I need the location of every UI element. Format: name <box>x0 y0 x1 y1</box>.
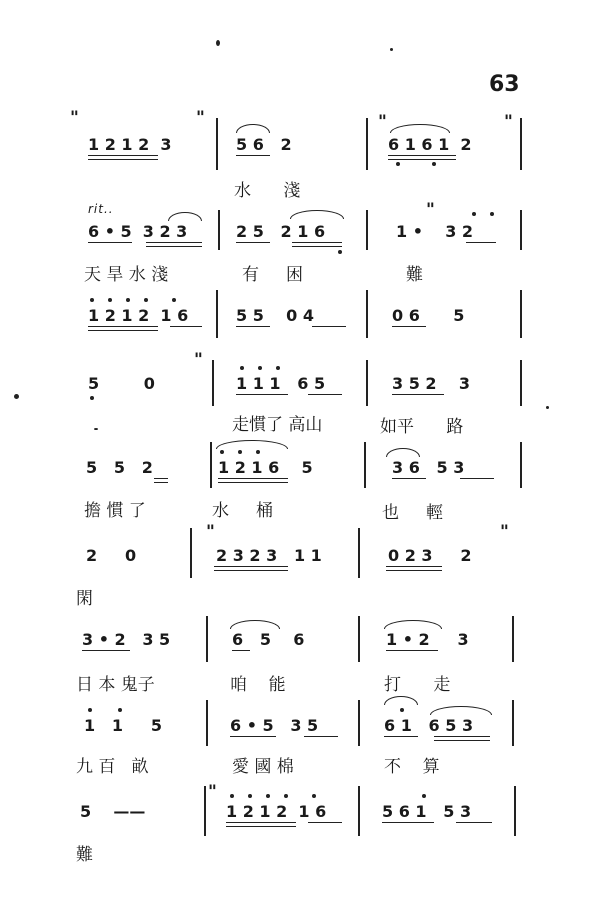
measure-notes: 2 0 <box>86 546 137 565</box>
measure-notes: 5 5 2 <box>86 458 153 477</box>
breath-mark: " <box>208 782 217 802</box>
octave-dot <box>432 162 436 166</box>
ritardando-mark: rit.. <box>88 202 114 216</box>
octave-dot <box>144 298 148 302</box>
beam-underline <box>434 736 490 741</box>
bar-line <box>210 442 212 488</box>
bar-line <box>512 700 514 746</box>
beam-underline <box>392 394 444 395</box>
beam-underline <box>392 326 426 327</box>
octave-dot <box>422 794 426 798</box>
lyric-line: 天 旱 水 淺 <box>84 265 169 285</box>
octave-dot <box>312 794 316 798</box>
bar-line <box>358 528 360 578</box>
lyric-line: 有 困 <box>242 265 304 285</box>
beam-underline <box>226 822 296 827</box>
lyric-line: 打 走 <box>384 675 451 695</box>
octave-dot <box>266 794 270 798</box>
bar-line <box>364 442 366 488</box>
beam-underline <box>230 736 276 737</box>
beam-underline <box>392 478 426 479</box>
octave-dot <box>240 366 244 370</box>
bar-line <box>190 528 192 578</box>
octave-dot <box>220 450 224 454</box>
beam-underline <box>388 155 456 160</box>
scan-speck <box>546 406 549 409</box>
beam-underline <box>386 650 438 651</box>
octave-dot <box>258 366 262 370</box>
measure-notes: 5 6 2 <box>236 135 292 154</box>
bar-line <box>206 616 208 662</box>
breath-mark: " <box>504 112 513 132</box>
measure-notes: 3 6 5 3 <box>392 458 465 477</box>
measure-notes: 1 1 5 <box>84 716 162 735</box>
breath-mark: " <box>196 108 205 128</box>
beam-underline <box>232 650 250 651</box>
scan-speck <box>14 394 19 399</box>
measure-notes: 1 • 2 3 <box>386 630 469 649</box>
octave-dot <box>400 708 404 712</box>
breath-mark: " <box>378 112 387 132</box>
bar-line <box>520 360 522 406</box>
scan-speck <box>390 48 393 51</box>
bar-line <box>512 616 514 662</box>
beam-underline <box>170 326 202 327</box>
scan-speck <box>94 428 98 430</box>
octave-dot <box>108 298 112 302</box>
measure-notes: 0 6 5 <box>392 306 465 325</box>
bar-line <box>358 700 360 746</box>
bar-line <box>366 210 368 250</box>
beam-underline <box>88 326 158 331</box>
measure-notes: 6 5 6 <box>232 630 305 649</box>
breath-mark: " <box>194 350 203 370</box>
octave-dot <box>490 212 494 216</box>
bar-line <box>520 290 522 338</box>
lyric-line: 閑 <box>76 589 93 609</box>
lyric-line: 水 桶 <box>212 501 274 521</box>
octave-dot <box>90 298 94 302</box>
measure-notes: 6 • 5 3 2 3 <box>88 222 188 241</box>
octave-dot <box>472 212 476 216</box>
beam-underline <box>82 650 130 651</box>
beam-underline <box>460 478 494 479</box>
slur <box>216 440 288 449</box>
beam-underline <box>456 822 492 823</box>
breath-mark: " <box>500 522 509 542</box>
octave-dot <box>284 794 288 798</box>
lyric-line: 愛 國 棉 <box>232 757 294 777</box>
measure-notes: 2 3 2 3 1 1 <box>216 546 322 565</box>
breath-mark: " <box>206 522 215 542</box>
lyric-line: 九 百 畝 <box>76 757 149 777</box>
octave-dot <box>238 450 242 454</box>
slur <box>430 706 492 715</box>
beam-underline <box>236 242 270 243</box>
lyric-line: 難 <box>76 845 93 865</box>
page-number: 63 <box>489 72 520 97</box>
slur <box>390 124 450 133</box>
measure-notes: 5 6 1 5 3 <box>382 802 472 821</box>
measure-notes: 6 • 5 3 5 <box>230 716 319 735</box>
lyric-line: 走慣了 高山 <box>232 415 323 435</box>
measure-notes: 3 • 2 3 5 <box>82 630 171 649</box>
bar-line <box>204 786 206 836</box>
beam-underline <box>466 242 496 243</box>
octave-dot <box>256 450 260 454</box>
bar-line <box>520 442 522 488</box>
slur <box>168 212 202 221</box>
measure-notes: 5 5 0 4 <box>236 306 314 325</box>
bar-line <box>216 290 218 338</box>
beam-underline <box>304 736 338 737</box>
measure-notes: 2 5 2 1 6 <box>236 222 326 241</box>
lyric-line: 難 <box>406 265 423 285</box>
octave-dot <box>118 708 122 712</box>
beam-underline <box>218 478 288 483</box>
measure-notes: 0 2 3 2 <box>388 546 472 565</box>
octave-dot <box>338 250 342 254</box>
measure-notes: 5 0 <box>88 374 155 393</box>
bar-line <box>520 118 522 170</box>
lyric-line: 也 輕 <box>382 503 444 523</box>
measure-notes: 1 2 1 6 5 <box>218 458 313 477</box>
bar-line <box>366 118 368 170</box>
measure-notes: 1 1 1 6 5 <box>236 374 326 393</box>
beam-underline <box>386 566 442 571</box>
bar-line <box>216 118 218 170</box>
measure-notes: 1 2 1 2 1 6 <box>88 306 189 325</box>
bar-line <box>520 210 522 250</box>
beam-underline <box>236 326 270 327</box>
lyric-line: 如平 路 <box>380 417 464 437</box>
lyric-line: 咱 能 <box>230 675 286 695</box>
beam-underline <box>382 822 434 823</box>
beam-underline <box>308 394 342 395</box>
octave-dot <box>90 396 94 400</box>
slur <box>230 620 280 629</box>
slur <box>386 448 420 457</box>
beam-underline <box>312 326 346 327</box>
octave-dot <box>248 794 252 798</box>
beam-underline <box>146 242 202 247</box>
bar-line <box>514 786 516 836</box>
bar-line <box>206 700 208 746</box>
slur <box>384 620 442 629</box>
beam-underline <box>236 155 270 156</box>
measure-notes: 5 —— <box>80 802 146 821</box>
measure-notes: 6 1 6 1 2 <box>388 135 472 154</box>
bar-line <box>218 210 220 250</box>
beam-underline <box>88 155 158 160</box>
bar-line <box>358 786 360 836</box>
octave-dot <box>276 366 280 370</box>
scan-speck <box>216 40 220 46</box>
lyric-line: 不 算 <box>384 757 440 777</box>
octave-dot <box>126 298 130 302</box>
measure-notes: 1 2 1 2 3 <box>88 135 172 154</box>
beam-underline <box>236 394 288 395</box>
bar-line <box>212 360 214 406</box>
beam-underline <box>88 242 132 243</box>
octave-dot <box>230 794 234 798</box>
beam-underline <box>154 478 168 483</box>
beam-underline <box>292 242 342 247</box>
slur <box>290 210 344 219</box>
measure-notes: 6 1 6 5 3 <box>384 716 474 735</box>
breath-mark: " <box>426 200 435 220</box>
octave-dot <box>396 162 400 166</box>
octave-dot <box>88 708 92 712</box>
measure-notes: 1 • 3 2 <box>396 222 474 241</box>
octave-dot <box>172 298 176 302</box>
beam-underline <box>384 736 418 737</box>
slur <box>236 124 270 133</box>
breath-mark: " <box>70 108 79 128</box>
bar-line <box>366 290 368 338</box>
beam-underline <box>308 822 342 823</box>
bar-line <box>358 616 360 662</box>
measure-notes: 3 5 2 3 <box>392 374 470 393</box>
lyric-line: 日 本 鬼子 <box>76 675 155 695</box>
beam-underline <box>214 566 288 571</box>
slur <box>384 696 418 705</box>
bar-line <box>366 360 368 406</box>
measure-notes: 1 2 1 2 1 6 <box>226 802 327 821</box>
lyric-line: 水 淺 <box>234 181 301 201</box>
lyric-line: 擔 慣 了 <box>84 501 146 521</box>
